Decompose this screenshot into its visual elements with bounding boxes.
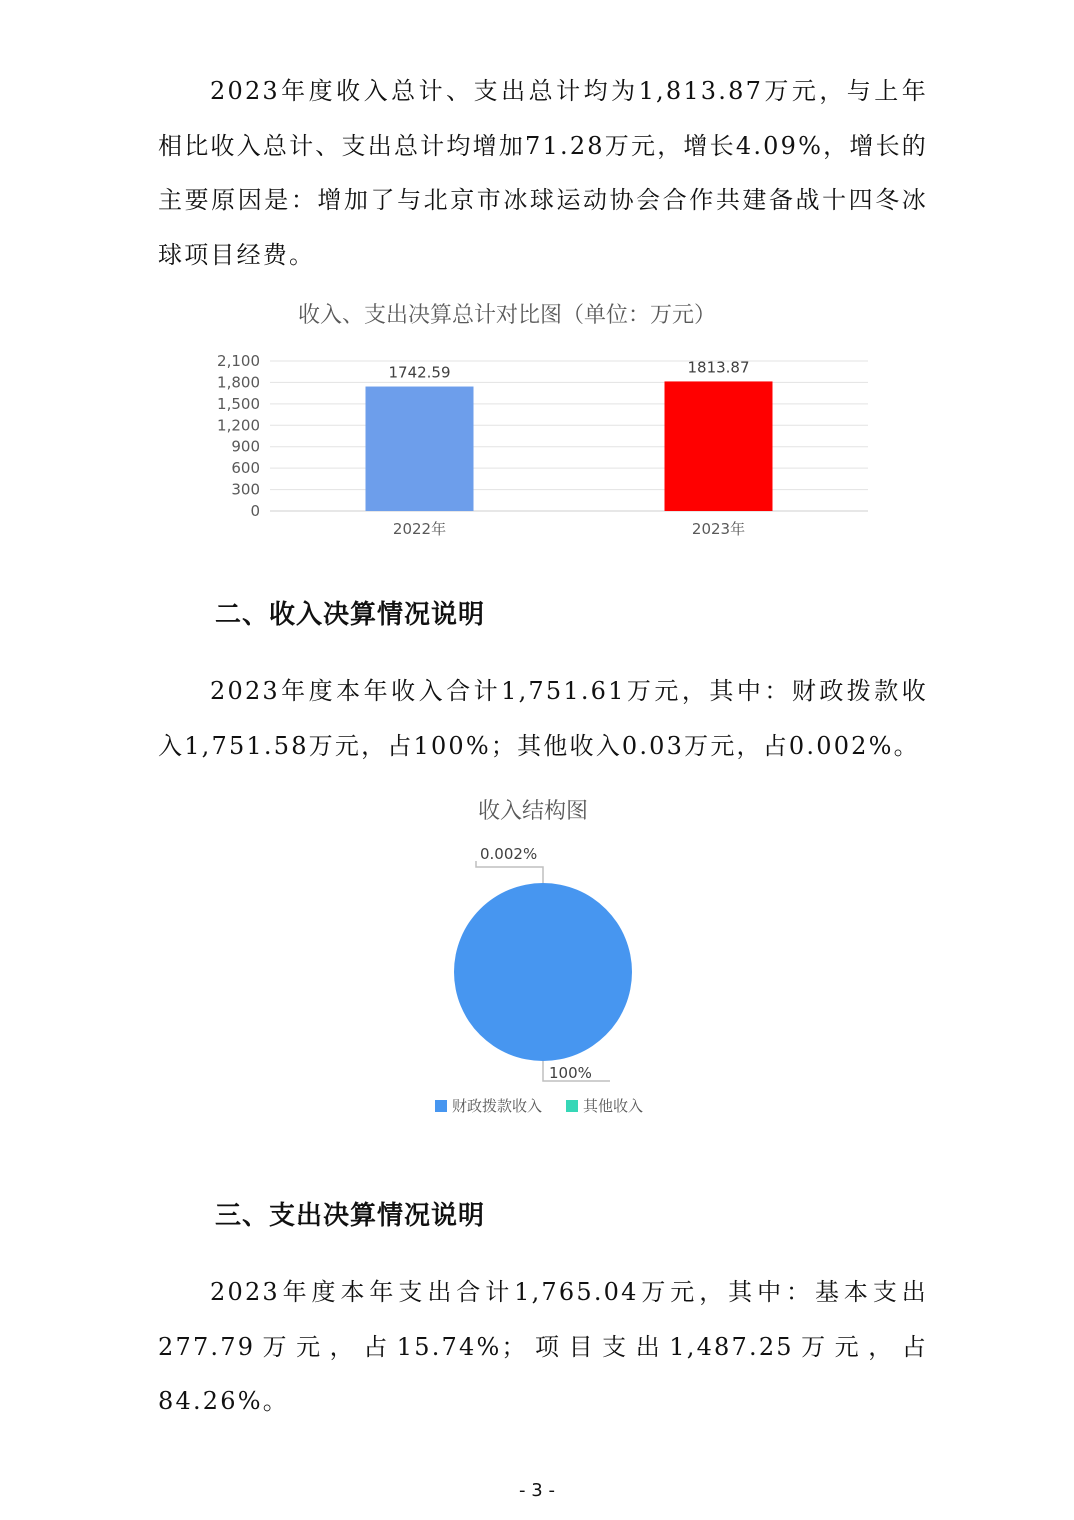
paragraph-total-summary-text: 2023年度收入总计、支出总计均为1,813.87万元，与上年相比收入总计、支出总计均增加71.28万元，增长4.09%，增长的主要原因是：增加了与北京市冰球运动协会合作共建备战十四冬冰球项目经费。	[158, 77, 928, 269]
pie-chart-title: 收入结构图	[478, 799, 589, 824]
bar	[366, 387, 474, 511]
y-tick-label: 600	[231, 459, 260, 478]
pie-chart	[420, 835, 680, 1130]
y-tick-label: 900	[231, 437, 260, 456]
y-tick-label: 0	[250, 502, 260, 520]
legend-label: 财政拨款收入	[452, 1097, 543, 1115]
y-tick-label: 300	[231, 480, 260, 499]
bar-value-label: 1813.87	[687, 358, 750, 377]
pie-value-label: 0.002%	[480, 845, 538, 863]
x-tick-label: 2023年	[691, 520, 746, 538]
paragraph-total-summary	[158, 64, 928, 282]
pie-leader-line	[476, 861, 543, 883]
section-heading-expenditure: 三、支出决算情况说明	[215, 1201, 486, 1231]
bar-chart-title: 收入、支出决算总计对比图（单位：万元）	[298, 303, 717, 328]
paragraph-expenditure-text: 2023年度本年支出合计1,765.04万元，其中：基本支出277.79万元，占15.74%；项目支出1,487.25万元，占84.26%。	[158, 1278, 928, 1415]
paragraph-income-text: 2023年度本年收入合计1,751.61万元，其中：财政拨款收入1,751.58万元，占100%；其他收入0.03万元，占0.002%。	[158, 677, 928, 760]
page-number: - 3 -	[519, 1480, 555, 1501]
y-tick-label: 1,500	[217, 394, 260, 413]
bar	[665, 381, 773, 511]
legend-swatch	[435, 1100, 447, 1112]
x-tick-label: 2022年	[392, 520, 447, 538]
pie-value-label: 100%	[549, 1064, 592, 1082]
bar-chart	[200, 345, 890, 545]
paragraph-expenditure	[158, 1265, 928, 1429]
y-tick-label: 1,200	[217, 416, 260, 435]
legend-label: 其他收入	[583, 1097, 644, 1115]
bar-value-label: 1742.59	[388, 363, 451, 382]
y-tick-label: 2,100	[217, 352, 260, 370]
section-heading-income: 二、收入决算情况说明	[215, 600, 486, 630]
legend-swatch	[566, 1100, 578, 1112]
paragraph-income	[158, 664, 928, 773]
y-tick-label: 1,800	[217, 373, 260, 392]
